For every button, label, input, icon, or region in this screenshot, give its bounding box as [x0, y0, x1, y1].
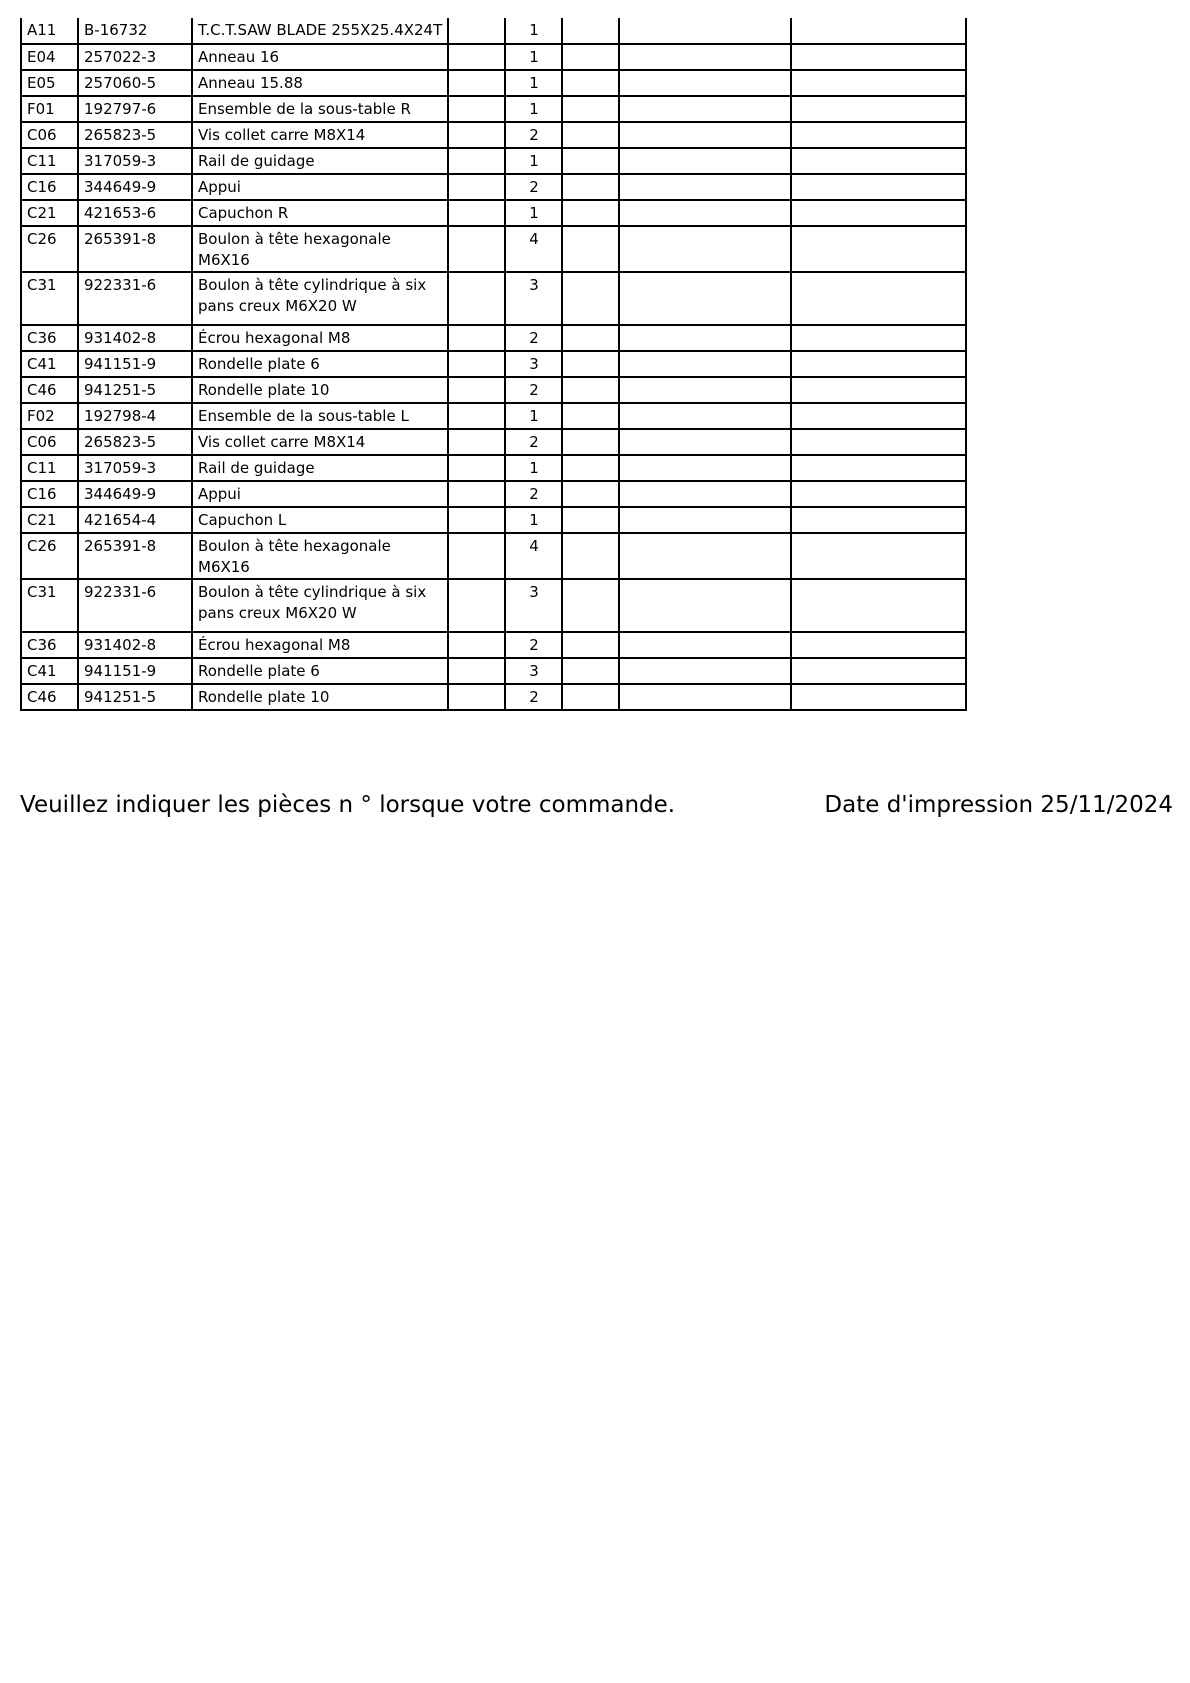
table-row [21, 533, 966, 579]
quantity-cell: 1 [505, 44, 562, 70]
blank-cell [448, 44, 505, 70]
part-number-cell: 265823-5 [78, 429, 192, 455]
description-cell: Rondelle plate 6 [192, 351, 448, 377]
blank-cell [619, 658, 791, 684]
quantity-cell: 1 [505, 507, 562, 533]
blank-cell [619, 70, 791, 96]
part-number-cell: 941251-5 [78, 377, 192, 403]
blank-cell [562, 377, 619, 403]
blank-cell [448, 481, 505, 507]
description-cell: Ensemble de la sous-table R [192, 96, 448, 122]
blank-cell [619, 351, 791, 377]
blank-cell [619, 579, 791, 632]
item-number-cell: C26 [21, 226, 78, 272]
blank-cell [791, 44, 966, 70]
part-number-cell: 344649-9 [78, 174, 192, 200]
blank-cell [562, 684, 619, 710]
order-instruction-note: Veuillez indiquer les pièces n ° lorsque votre commande. [20, 792, 676, 818]
parts-table-body [21, 18, 966, 710]
description-cell: Boulon à tête hexagonale M6X16 [192, 226, 448, 272]
table-row [21, 70, 966, 96]
blank-cell [448, 684, 505, 710]
item-number-cell: E05 [21, 70, 78, 96]
quantity-cell: 3 [505, 579, 562, 632]
item-number-cell: C26 [21, 533, 78, 579]
blank-cell [448, 377, 505, 403]
blank-cell [791, 325, 966, 351]
quantity-cell: 2 [505, 632, 562, 658]
part-number-cell: 931402-8 [78, 632, 192, 658]
description-cell: Rondelle plate 10 [192, 377, 448, 403]
blank-cell [562, 226, 619, 272]
blank-cell [619, 455, 791, 481]
blank-cell [448, 455, 505, 481]
description-cell: Anneau 16 [192, 44, 448, 70]
item-number-cell: C41 [21, 658, 78, 684]
part-number-cell: 265391-8 [78, 226, 192, 272]
blank-cell [562, 70, 619, 96]
quantity-cell: 3 [505, 658, 562, 684]
table-row [21, 377, 966, 403]
blank-cell [448, 272, 505, 325]
blank-cell [619, 96, 791, 122]
blank-cell [619, 226, 791, 272]
blank-cell [562, 507, 619, 533]
blank-cell [619, 272, 791, 325]
quantity-cell: 3 [505, 272, 562, 325]
blank-cell [791, 658, 966, 684]
table-row [21, 122, 966, 148]
description-cell: Boulon à tête cylindrique à six pans creux M6X20 W [192, 272, 448, 325]
table-row [21, 351, 966, 377]
blank-cell [619, 684, 791, 710]
table-row [21, 455, 966, 481]
description-cell: Anneau 15.88 [192, 70, 448, 96]
blank-cell [448, 122, 505, 148]
blank-cell [791, 507, 966, 533]
item-number-cell: F02 [21, 403, 78, 429]
blank-cell [791, 226, 966, 272]
blank-cell [562, 44, 619, 70]
part-number-cell: 265391-8 [78, 533, 192, 579]
blank-cell [791, 174, 966, 200]
description-cell: Capuchon R [192, 200, 448, 226]
blank-cell [562, 579, 619, 632]
blank-cell [619, 507, 791, 533]
item-number-cell: C21 [21, 507, 78, 533]
description-cell: Vis collet carre M8X14 [192, 122, 448, 148]
part-number-cell: 421653-6 [78, 200, 192, 226]
blank-cell [619, 481, 791, 507]
print-date: Date d'impression 25/11/2024 [824, 792, 1173, 818]
blank-cell [791, 533, 966, 579]
blank-cell [562, 455, 619, 481]
item-number-cell: C16 [21, 481, 78, 507]
table-row [21, 632, 966, 658]
part-number-cell: B-16732 [78, 18, 192, 44]
blank-cell [791, 579, 966, 632]
description-cell: Capuchon L [192, 507, 448, 533]
blank-cell [448, 351, 505, 377]
item-number-cell: C46 [21, 377, 78, 403]
part-number-cell: 421654-4 [78, 507, 192, 533]
description-cell: Ensemble de la sous-table L [192, 403, 448, 429]
blank-cell [619, 200, 791, 226]
blank-cell [562, 325, 619, 351]
table-row [21, 684, 966, 710]
blank-cell [619, 44, 791, 70]
table-row [21, 148, 966, 174]
table-row [21, 325, 966, 351]
blank-cell [619, 325, 791, 351]
blank-cell [562, 351, 619, 377]
quantity-cell: 1 [505, 455, 562, 481]
quantity-cell: 2 [505, 684, 562, 710]
blank-cell [619, 429, 791, 455]
table-row [21, 96, 966, 122]
table-row [21, 174, 966, 200]
blank-cell [791, 481, 966, 507]
item-number-cell: E04 [21, 44, 78, 70]
blank-cell [619, 148, 791, 174]
blank-cell [562, 429, 619, 455]
blank-cell [791, 272, 966, 325]
blank-cell [562, 403, 619, 429]
item-number-cell: C31 [21, 272, 78, 325]
blank-cell [448, 403, 505, 429]
table-row [21, 507, 966, 533]
quantity-cell: 4 [505, 533, 562, 579]
blank-cell [448, 18, 505, 44]
blank-cell [448, 96, 505, 122]
blank-cell [448, 533, 505, 579]
description-cell: Écrou hexagonal M8 [192, 632, 448, 658]
part-number-cell: 941151-9 [78, 658, 192, 684]
part-number-cell: 265823-5 [78, 122, 192, 148]
item-number-cell: C46 [21, 684, 78, 710]
quantity-cell: 2 [505, 174, 562, 200]
quantity-cell: 2 [505, 377, 562, 403]
description-cell: Écrou hexagonal M8 [192, 325, 448, 351]
blank-cell [619, 533, 791, 579]
quantity-cell: 1 [505, 18, 562, 44]
blank-cell [619, 403, 791, 429]
part-number-cell: 257060-5 [78, 70, 192, 96]
blank-cell [562, 658, 619, 684]
part-number-cell: 922331-6 [78, 579, 192, 632]
blank-cell [619, 18, 791, 44]
blank-cell [619, 122, 791, 148]
blank-cell [448, 200, 505, 226]
part-number-cell: 941151-9 [78, 351, 192, 377]
blank-cell [562, 200, 619, 226]
blank-cell [448, 226, 505, 272]
blank-cell [791, 403, 966, 429]
blank-cell [562, 18, 619, 44]
table-row [21, 481, 966, 507]
blank-cell [562, 533, 619, 579]
item-number-cell: C36 [21, 632, 78, 658]
blank-cell [791, 429, 966, 455]
blank-cell [562, 122, 619, 148]
quantity-cell: 2 [505, 481, 562, 507]
quantity-cell: 2 [505, 122, 562, 148]
table-row [21, 658, 966, 684]
quantity-cell: 1 [505, 148, 562, 174]
description-cell: Rondelle plate 6 [192, 658, 448, 684]
blank-cell [791, 351, 966, 377]
quantity-cell: 1 [505, 403, 562, 429]
description-cell: Boulon à tête hexagonale M6X16 [192, 533, 448, 579]
blank-cell [562, 272, 619, 325]
table-row [21, 272, 966, 325]
quantity-cell: 3 [505, 351, 562, 377]
blank-cell [619, 377, 791, 403]
blank-cell [791, 148, 966, 174]
item-number-cell: A11 [21, 18, 78, 44]
description-cell: Appui [192, 174, 448, 200]
blank-cell [448, 429, 505, 455]
item-number-cell: C11 [21, 148, 78, 174]
item-number-cell: C36 [21, 325, 78, 351]
blank-cell [619, 174, 791, 200]
quantity-cell: 4 [505, 226, 562, 272]
quantity-cell: 1 [505, 70, 562, 96]
blank-cell [791, 70, 966, 96]
blank-cell [791, 377, 966, 403]
part-number-cell: 941251-5 [78, 684, 192, 710]
table-row [21, 403, 966, 429]
table-row [21, 44, 966, 70]
blank-cell [448, 507, 505, 533]
item-number-cell: C31 [21, 579, 78, 632]
blank-cell [448, 148, 505, 174]
item-number-cell: C11 [21, 455, 78, 481]
table-row [21, 429, 966, 455]
part-number-cell: 931402-8 [78, 325, 192, 351]
blank-cell [791, 122, 966, 148]
table-row [21, 200, 966, 226]
blank-cell [791, 455, 966, 481]
blank-cell [448, 70, 505, 96]
quantity-cell: 2 [505, 429, 562, 455]
blank-cell [448, 658, 505, 684]
item-number-cell: C06 [21, 429, 78, 455]
quantity-cell: 1 [505, 96, 562, 122]
blank-cell [448, 174, 505, 200]
blank-cell [791, 684, 966, 710]
table-row [21, 226, 966, 272]
blank-cell [562, 174, 619, 200]
description-cell: Boulon à tête cylindrique à six pans creux M6X20 W [192, 579, 448, 632]
item-number-cell: F01 [21, 96, 78, 122]
blank-cell [448, 632, 505, 658]
part-number-cell: 317059-3 [78, 455, 192, 481]
blank-cell [448, 325, 505, 351]
part-number-cell: 192798-4 [78, 403, 192, 429]
part-number-cell: 192797-6 [78, 96, 192, 122]
blank-cell [791, 96, 966, 122]
table-row [21, 579, 966, 632]
item-number-cell: C21 [21, 200, 78, 226]
description-cell: Appui [192, 481, 448, 507]
part-number-cell: 344649-9 [78, 481, 192, 507]
blank-cell [562, 632, 619, 658]
quantity-cell: 2 [505, 325, 562, 351]
blank-cell [562, 96, 619, 122]
part-number-cell: 922331-6 [78, 272, 192, 325]
item-number-cell: C41 [21, 351, 78, 377]
description-cell: Vis collet carre M8X14 [192, 429, 448, 455]
blank-cell [791, 18, 966, 44]
parts-table [20, 18, 967, 711]
quantity-cell: 1 [505, 200, 562, 226]
description-cell: Rondelle plate 10 [192, 684, 448, 710]
description-cell: T.C.T.SAW BLADE 255X25.4X24T [192, 18, 448, 44]
part-number-cell: 257022-3 [78, 44, 192, 70]
blank-cell [562, 148, 619, 174]
blank-cell [791, 632, 966, 658]
table-row [21, 18, 966, 44]
blank-cell [791, 200, 966, 226]
blank-cell [619, 632, 791, 658]
blank-cell [448, 579, 505, 632]
description-cell: Rail de guidage [192, 148, 448, 174]
blank-cell [562, 481, 619, 507]
item-number-cell: C06 [21, 122, 78, 148]
part-number-cell: 317059-3 [78, 148, 192, 174]
item-number-cell: C16 [21, 174, 78, 200]
description-cell: Rail de guidage [192, 455, 448, 481]
